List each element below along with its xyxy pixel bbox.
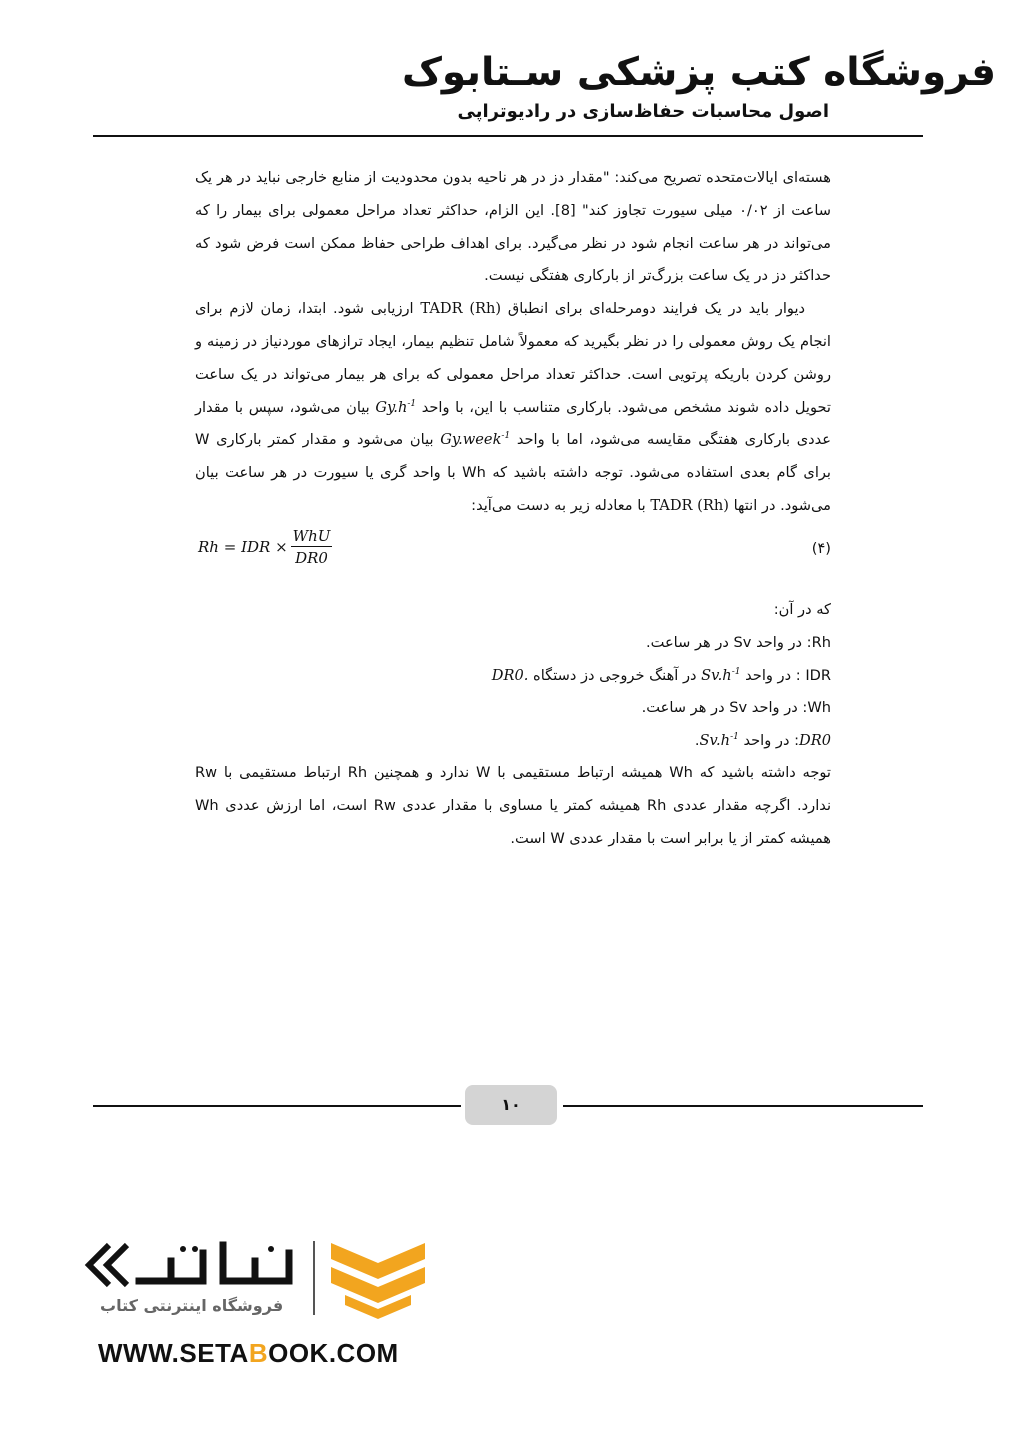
page-number: ۱۰ <box>465 1085 557 1125</box>
idr-label: IDR : در واحد <box>740 666 831 684</box>
definitions-list <box>191 594 831 758</box>
idr-unit <box>701 667 740 684</box>
equation <box>198 527 332 567</box>
logo-url-accent: B <box>248 1338 269 1368</box>
dr0-label: : در واحد <box>738 732 800 750</box>
para2-part-e: با معادله زیر به دست می‌آید: <box>471 496 651 514</box>
tadr-term: TADR (Rh) <box>420 300 502 318</box>
note-paragraph: توجه داشته باشید که Wh همیشه ارتباط مستقیمی با W ندارد و همچنین Rh ارتباط مستقیمی با Rw ندارد. اگرچه مقدار عددی Rh همیشه کمتر یا مساوی با مقدار عددی Rw است، اما ارزش عددی Wh همیشه کمتر از یا برابر است با مقدار عددی W است. <box>195 764 832 847</box>
idr-unit-exp: -1 <box>731 666 741 677</box>
equation-number: (۴) <box>811 540 831 557</box>
dr0-unit <box>700 732 739 749</box>
logo-wordmark <box>139 1245 289 1281</box>
chevron-left-icon <box>89 1245 127 1285</box>
dr0-symbol: DR0 <box>799 732 831 750</box>
footer-divider-left <box>93 1105 461 1107</box>
equals-sign: = <box>218 538 242 556</box>
unit-gy-week-base: Gy.week <box>440 431 502 449</box>
unit-gy-h-base: Gy.h <box>375 398 408 416</box>
definition-dr0 <box>191 725 831 758</box>
header-divider <box>93 135 923 137</box>
para2-part-d: بیان می‌شود و مقدار کمتر بارکاری W برای گام بعدی استفاده می‌شود. توجه داشته باشید که Wh با واحد گری یا سیورت در هر ساعت بیان می‌شود. در انتها <box>195 431 831 514</box>
dr0-period: . <box>694 732 700 750</box>
idr-desc: در آهنگ خروجی دز دستگاه <box>528 666 702 684</box>
logo-url-part-a: WWW.SETA <box>98 1338 249 1368</box>
paragraph-1: هسته‌ای ایالات‌متحده تصریح می‌کند: "مقدار دز در هر ناحیه بدون محدودیت از منابع خارجی نباید در هر یک ساعت از ۰/۰۲ میلی سیورت تجاوز کند" [8]. این الزام، حداکثر تعداد مراحل معمولی برای بیمار را که می‌تواند در هر ساعت انجام شود در نظر می‌گیرد. برای اهداف طراحی حفاظ ممکن است فرض شود که حداکثر دز در یک ساعت بزرگ‌تر از بارکاری هفتگی نیست. <box>195 169 832 285</box>
logo-url <box>98 1338 399 1369</box>
book-chevron-icon <box>331 1243 425 1319</box>
para2-part-c: بیان می‌شود، سپس با مقدار عددی بارکاری هفتگی مقایسه می‌شود، اما با واحد <box>195 398 831 449</box>
times-sign: × <box>270 538 288 556</box>
equation-denominator: DR0 <box>295 549 328 567</box>
definition-wh: Wh: در واحد Sv در هر ساعت. <box>641 699 831 717</box>
idr-dr0: DR0. <box>491 666 529 684</box>
equation-numerator: WhU <box>292 527 331 545</box>
dr0-unit-base: Sv.h <box>699 732 731 750</box>
unit-gy-week <box>440 431 510 448</box>
unit-gy-h-exp: -1 <box>407 398 417 409</box>
dr0-unit-exp: -1 <box>730 732 739 743</box>
body-text <box>195 162 831 523</box>
equation-lhs: Rh <box>198 538 219 556</box>
header-title: فروشگاه کتب پزشکی سـتابوک <box>401 50 996 95</box>
logo-url-part-c: OOK.COM <box>268 1338 399 1368</box>
equation-fraction <box>291 527 333 567</box>
tadr-term-2: TADR (Rh) <box>650 496 729 514</box>
unit-gy-h <box>375 399 416 416</box>
definition-rh: Rh: در واحد Sv در هر ساعت. <box>645 633 831 651</box>
definition-idr <box>191 660 831 693</box>
paragraph-2 <box>195 293 831 523</box>
para2-part-a: دیوار باید در یک فرایند دومرحله‌ای برای انطباق <box>501 300 806 318</box>
idr-unit-base: Sv.h <box>701 666 732 684</box>
equation-idr: IDR <box>241 538 271 556</box>
definitions-intro: که در آن: <box>773 601 831 618</box>
header-subtitle: اصول محاسبات حفاظ‌سازی در رادیوتراپی <box>457 101 829 122</box>
unit-gy-week-exp: -1 <box>501 431 511 442</box>
footer-divider-right <box>563 1105 923 1107</box>
para2-part-b: ارزیابی شود. ابتدا، زمان لازم برای انجام یک روش معمولی را در نظر بگیرید که معمولاً شامل تنظیم بیمار، ایجاد ترازهای موردنیاز در زمینه و روشن کردن باریکه پرتویی است. حداکثر تعداد مراحل معمولی که برای هر بیمار می‌تواند در یک ساعت تحویل داده شوند مشخص می‌شود. بارکاری متناسب با این، با واحد <box>195 300 831 416</box>
logo-tagline: فروشگاه اینترنتی کتاب <box>100 1296 284 1315</box>
